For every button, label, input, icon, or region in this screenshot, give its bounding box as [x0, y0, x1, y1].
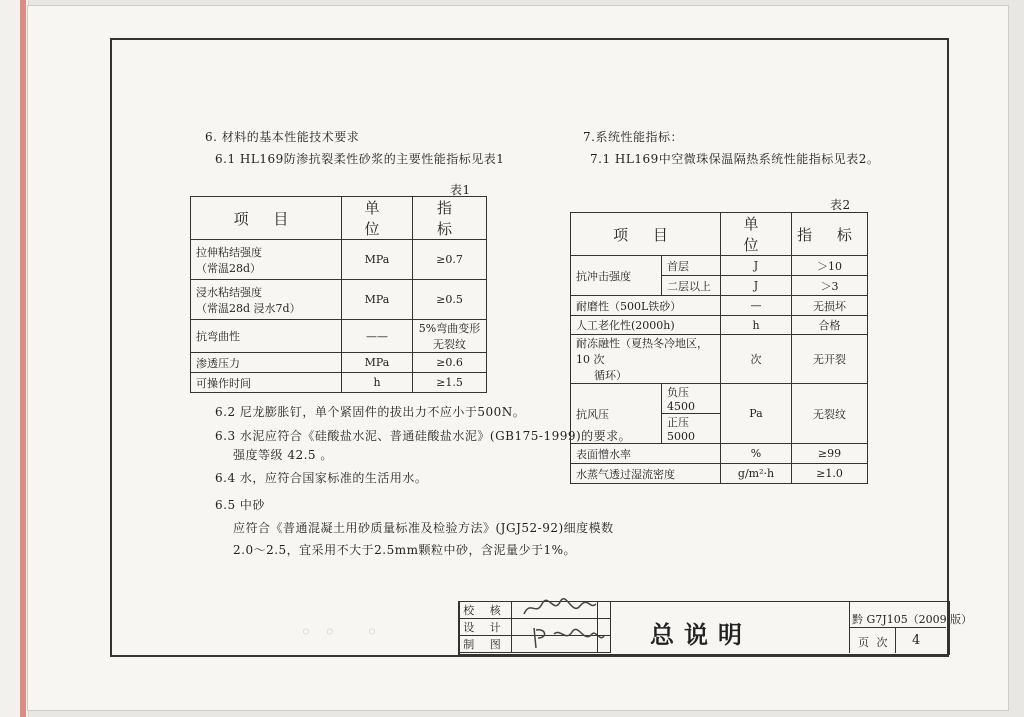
table1-header-value: 指 标 — [413, 197, 487, 240]
table-cell: 无损坏 — [792, 296, 868, 316]
section-6-5-line1: 应符合《普通混凝土用砂质量标准及检验方法》(JGJ52-92)细度模数 — [233, 521, 614, 535]
table-cell: Pa — [721, 384, 792, 444]
table2-header-item: 项 目 — [571, 213, 721, 256]
table-cell: — — [721, 296, 792, 316]
table-row — [191, 353, 487, 373]
table-cell: 负压4500 — [662, 384, 721, 414]
table-cell: h — [721, 316, 792, 335]
checker-label: 校 核 — [459, 602, 512, 619]
section-7-heading: 7.系统性能指标： — [583, 130, 683, 144]
section-6-3: 6.3 水泥应符合《硅酸盐水泥、普通硅酸盐水泥》(GB175-1999)的要求。 — [215, 429, 632, 443]
binder-stripe — [20, 0, 26, 717]
table-cell: —— — [342, 320, 413, 353]
table-cell: 人工老化性(2000h) — [571, 316, 721, 335]
section-6-heading: 6. 材料的基本性能技术要求 — [205, 130, 360, 144]
table-cell: 表面憎水率 — [571, 444, 721, 464]
table-row — [191, 240, 487, 280]
table2-header-unit: 单 位 — [721, 213, 792, 256]
page-label: 页 次 — [858, 636, 890, 649]
table2 — [570, 212, 868, 484]
table-cell: 次 — [721, 335, 792, 384]
section-6-5: 6.5 中砂 — [215, 498, 265, 512]
table1-label: 表1 — [450, 183, 471, 197]
table-cell: 首层 — [662, 256, 721, 276]
table-cell: h — [342, 373, 413, 393]
bleed-through-mark: ◦◦ ◦ — [300, 620, 390, 644]
table-row — [571, 384, 868, 414]
table-cell: 抗风压 — [571, 384, 662, 444]
section-7-1: 7.1 HL169中空微珠保温隔热系统性能指标见表2。 — [590, 152, 880, 166]
section-6-5-line2: 2.0～2.5，宜采用不大于2.5mm颗粒中砂，含泥量少于1%。 — [233, 543, 577, 557]
drawing-code: 黔 G7J105（2009 版） — [852, 613, 973, 626]
table-cell: ≥0.5 — [413, 280, 487, 320]
table-cell: ≥1.0 — [792, 464, 868, 484]
section-6-3-cont: 强度等级 42.5 。 — [233, 448, 333, 462]
table-cell: 浸水粘结强度 （常温28d 浸水7d） — [191, 280, 342, 320]
drafter-label: 制 图 — [459, 636, 512, 653]
table-cell: % — [721, 444, 792, 464]
table-cell: ≥99 — [792, 444, 868, 464]
table-cell: MPa — [342, 353, 413, 373]
table1 — [190, 196, 487, 393]
table-cell: 正压5000 — [662, 414, 721, 444]
code-divider — [849, 627, 946, 628]
table-cell: MPa — [342, 240, 413, 280]
section-6-1: 6.1 HL169防渗抗裂柔性砂浆的主要性能指标见表1 — [215, 152, 505, 166]
binder-strip — [0, 0, 29, 717]
table-cell: g/m²·h — [721, 464, 792, 484]
table-row — [191, 373, 487, 393]
table2-label: 表2 — [830, 198, 851, 212]
table-row — [191, 320, 487, 353]
table-row — [571, 444, 868, 464]
table-cell: MPa — [342, 280, 413, 320]
table-cell: 可操作时间 — [191, 373, 342, 393]
table-cell: 合格 — [792, 316, 868, 335]
table-cell: 水蒸气透过湿流密度 — [571, 464, 721, 484]
table-cell: 渗透压力 — [191, 353, 342, 373]
table-cell: ≥1.5 — [413, 373, 487, 393]
table-cell: 耐磨性（500L铁砂） — [571, 296, 721, 316]
table-row — [191, 280, 487, 320]
table-cell: 抗弯曲性 — [191, 320, 342, 353]
table-cell: 5%弯曲变形无裂纹 — [413, 320, 487, 353]
table-cell: ≥0.6 — [413, 353, 487, 373]
table-cell: 耐冻融性（夏热冬冷地区，10 次 循环） — [571, 335, 721, 384]
table-row — [571, 335, 868, 384]
table-cell: 二层以上 — [662, 276, 721, 296]
table-row — [571, 464, 868, 484]
page-number: 4 — [912, 633, 921, 648]
table2-header-value: 指 标 — [792, 213, 868, 256]
drawing-title: 总说明 — [650, 620, 752, 649]
section-6-4: 6.4 水，应符合国家标准的生活用水。 — [215, 471, 428, 485]
table-cell: 拉伸粘结强度 （常温28d） — [191, 240, 342, 280]
table-cell: 抗冲击强度 — [571, 256, 662, 296]
table-cell: ＞10 — [792, 256, 868, 276]
table1-header-unit: 单 位 — [342, 197, 413, 240]
table-row — [571, 256, 868, 276]
table-cell: 无裂纹 — [792, 384, 868, 444]
table-cell: 无开裂 — [792, 335, 868, 384]
table-cell: J — [721, 256, 792, 276]
table-row — [571, 316, 868, 335]
table-cell: ＞3 — [792, 276, 868, 296]
page-divider — [895, 627, 896, 653]
table-cell: J — [721, 276, 792, 296]
section-6-2: 6.2 尼龙膨胀钉，单个紧固件的拔出力不应小于500N。 — [215, 405, 526, 419]
designer-label: 设 计 — [459, 619, 512, 636]
table-cell: ≥0.7 — [413, 240, 487, 280]
table1-header-item: 项 目 — [191, 197, 342, 240]
handwritten-signature-1 — [520, 596, 600, 625]
table-row — [571, 296, 868, 316]
